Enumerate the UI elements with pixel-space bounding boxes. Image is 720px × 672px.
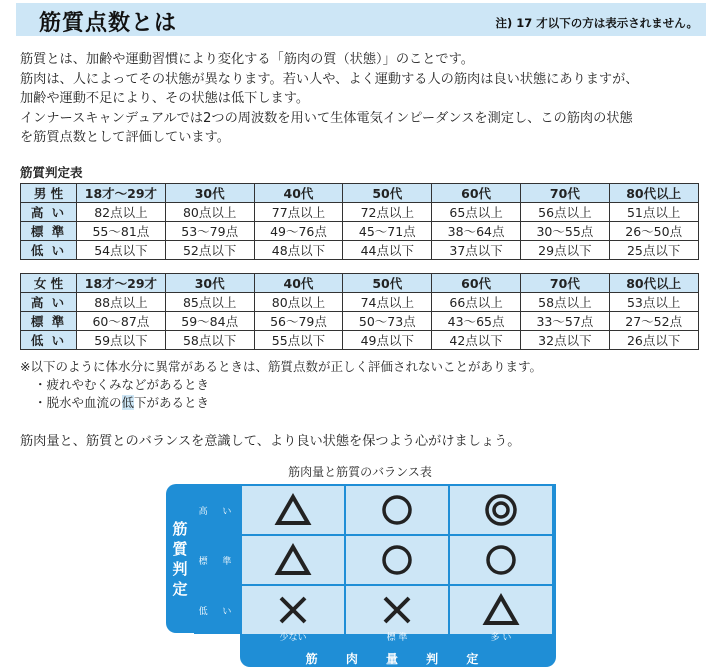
- notes: [20, 358, 542, 412]
- table-header-row: [21, 184, 699, 203]
- score-cell: 82点以上: [77, 203, 166, 222]
- level-label: 標 準: [21, 312, 77, 331]
- score-cell: 38〜64点: [432, 222, 521, 241]
- score-cell: 85点以上: [165, 293, 254, 312]
- score-cell: 88点以上: [77, 293, 166, 312]
- balance-row-label: 標 準: [196, 536, 240, 584]
- score-cell: 44点以下: [343, 241, 432, 260]
- age-note: 注) 17 才以下の方は表示されません。: [495, 16, 698, 30]
- balance-cell: [450, 486, 552, 534]
- y-axis-char: 定: [172, 580, 188, 598]
- level-label: 低 い: [21, 241, 77, 260]
- y-axis-char: 判: [172, 560, 188, 578]
- male-score-table: [20, 183, 699, 260]
- score-cell: 55点以下: [254, 331, 343, 350]
- table-row: [21, 312, 699, 331]
- score-cell: 42点以下: [432, 331, 521, 350]
- age-group-header: 70代: [520, 184, 609, 203]
- table-label: 筋質判定表: [20, 165, 83, 180]
- score-cell: 48点以下: [254, 241, 343, 260]
- score-cell: 26点以下: [609, 331, 698, 350]
- score-cell: 49〜76点: [254, 222, 343, 241]
- balance-col-label: 標 準: [386, 633, 408, 643]
- page-title: 筋質点数とは: [39, 11, 178, 36]
- intro-paragraph: [20, 50, 710, 148]
- age-group-header: 80代以上: [609, 184, 698, 203]
- intro-line: を筋質点数として評価しています。: [20, 130, 230, 145]
- score-cell: 65点以上: [432, 203, 521, 222]
- score-cell: 49点以下: [343, 331, 432, 350]
- advice-text: 筋肉量と、筋質とのバランスを意識して、より良い状態を保つよう心がけましょう。: [20, 434, 521, 449]
- score-cell: 59〜84点: [165, 312, 254, 331]
- sex-header: 女 性: [21, 274, 77, 293]
- balance-col-label: 少ない: [279, 633, 307, 643]
- balance-cell: [450, 586, 552, 634]
- score-cell: 77点以上: [254, 203, 343, 222]
- score-cell: 51点以上: [609, 203, 698, 222]
- score-cell: 60〜87点: [77, 312, 166, 331]
- level-label: 高 い: [21, 293, 77, 312]
- table-row: [21, 222, 699, 241]
- intro-line: 筋肉は、人によってその状態が異なります。若い人や、よく運動する人の筋肉は良い状態にありますが、: [20, 71, 639, 87]
- score-cell: 80点以上: [254, 293, 343, 312]
- age-group-header: 60代: [432, 184, 521, 203]
- highlighted-text: 低: [121, 395, 135, 410]
- level-label: 標 準: [21, 222, 77, 241]
- y-axis-label: [166, 484, 194, 633]
- balance-table-title: 筋肉量と筋質のバランス表: [288, 465, 432, 479]
- x-axis-label: 筋 肉 量 判 定: [305, 652, 491, 666]
- score-cell: 74点以上: [343, 293, 432, 312]
- age-group-header: 50代: [343, 274, 432, 293]
- score-cell: 66点以上: [432, 293, 521, 312]
- score-cell: 33〜57点: [520, 312, 609, 331]
- level-label: 低 い: [21, 331, 77, 350]
- balance-row-label: 低 い: [196, 586, 240, 634]
- balance-cell: [346, 586, 448, 634]
- age-group-header: 60代: [432, 274, 521, 293]
- balance-cell: [242, 486, 344, 534]
- note-item: ・疲れやむくみなどがあるとき: [34, 377, 210, 392]
- table-row: [21, 203, 699, 222]
- score-cell: 53〜79点: [165, 222, 254, 241]
- balance-cell: [242, 586, 344, 634]
- note-item: ・脱水や血流の低下があるとき: [34, 395, 210, 410]
- sex-header: 男 性: [21, 184, 77, 203]
- age-group-header: 50代: [343, 184, 432, 203]
- y-axis-char: 筋: [172, 520, 188, 538]
- section-header: [16, 3, 706, 36]
- score-cell: 55〜81点: [77, 222, 166, 241]
- intro-line: 筋質とは、加齢や運動習慣により変化する「筋肉の質（状態）」のことです。: [20, 52, 474, 67]
- age-group-header: 40代: [254, 184, 343, 203]
- score-cell: 32点以下: [520, 331, 609, 350]
- score-cell: 80点以上: [165, 203, 254, 222]
- score-cell: 29点以下: [520, 241, 609, 260]
- score-cell: 53点以上: [609, 293, 698, 312]
- level-label: 高 い: [21, 203, 77, 222]
- female-score-table: [20, 273, 699, 350]
- score-cell: 54点以下: [77, 241, 166, 260]
- age-group-header: 40代: [254, 274, 343, 293]
- balance-col-label: 多 い: [490, 633, 512, 643]
- score-cell: 30〜55点: [520, 222, 609, 241]
- age-group-header: 18才〜29才: [77, 274, 166, 293]
- age-group-header: 18才〜29才: [77, 184, 166, 203]
- score-cell: 25点以下: [609, 241, 698, 260]
- score-cell: 50〜73点: [343, 312, 432, 331]
- balance-cell: [346, 486, 448, 534]
- score-cell: 59点以下: [77, 331, 166, 350]
- note-main: ※以下のように体水分に異常があるときは、筋質点数が正しく評価されないことがあります。: [20, 359, 542, 374]
- score-cell: 27〜52点: [609, 312, 698, 331]
- score-cell: 37点以下: [432, 241, 521, 260]
- score-cell: 43〜65点: [432, 312, 521, 331]
- score-cell: 72点以上: [343, 203, 432, 222]
- score-cell: 56点以上: [520, 203, 609, 222]
- age-group-header: 80代以上: [609, 274, 698, 293]
- balance-row-label: 高 い: [196, 486, 240, 534]
- score-cell: 56〜79点: [254, 312, 343, 331]
- table-row: [21, 293, 699, 312]
- balance-cell: [450, 536, 552, 584]
- table-row: [21, 331, 699, 350]
- score-cell: 58点以下: [165, 331, 254, 350]
- score-cell: 52点以下: [165, 241, 254, 260]
- score-cell: 26〜50点: [609, 222, 698, 241]
- y-axis-char: 質: [172, 540, 188, 558]
- balance-cell: [242, 536, 344, 584]
- age-group-header: 30代: [165, 184, 254, 203]
- score-cell: 45〜71点: [343, 222, 432, 241]
- table-header-row: [21, 274, 699, 293]
- score-cell: 58点以上: [520, 293, 609, 312]
- age-group-header: 30代: [165, 274, 254, 293]
- balance-cell: [346, 536, 448, 584]
- age-group-header: 70代: [520, 274, 609, 293]
- intro-line: インナースキャンデュアルでは2つの周波数を用いて生体電気インピーダンスを測定し、この筋肉の状態: [20, 110, 633, 126]
- table-row: [21, 241, 699, 260]
- intro-line: 加齢や運動不足により、その状態は低下します。: [20, 91, 310, 106]
